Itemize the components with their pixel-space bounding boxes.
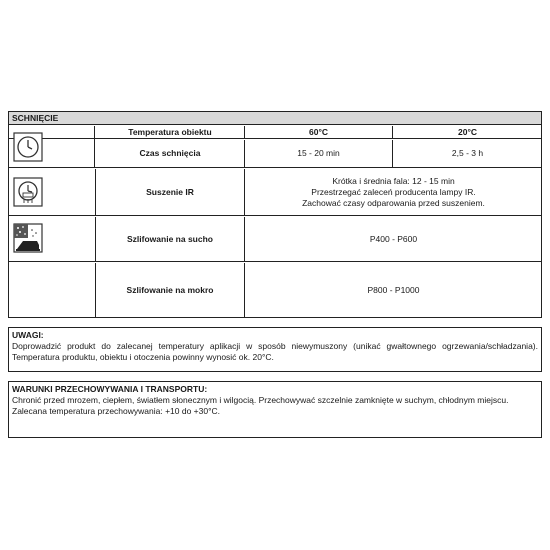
drying-title: SCHNIĘCIE	[9, 112, 541, 125]
temperature-label: Temperatura obiektu	[128, 126, 212, 137]
notes-box	[8, 327, 542, 372]
drying-time-60: 15 - 20 min	[297, 148, 340, 158]
notes-title: UWAGI:	[12, 330, 44, 340]
sanding-icon	[13, 223, 43, 253]
sanding-dry-label: Szlifowanie na sucho	[127, 233, 213, 244]
storage-text-1: Chronić przed mrozem, ciepłem, światłem słonecznym i wilgocią. Przechowywać szczelnie zamknięte w suchym, chłodnym miejscu.	[12, 395, 509, 405]
ir-drying-row	[9, 169, 541, 216]
ir-drying-line-1: Krótka i średnia fala: 12 - 15 min	[332, 175, 455, 186]
notes-text: Doprowadzić produkt do zalecanej temperatury aplikacji w sposób niewymuszony (unikać gwałtownego ogrzewania/schładzania). Temperatura produktu, obiektu i otoczenia powinny wynosić ok. 20°C.	[12, 341, 538, 362]
temperature-60-header: 60°C	[309, 126, 328, 137]
drying-time-20: 2,5 - 3 h	[451, 148, 484, 158]
temperature-20-header: 20°C	[458, 126, 477, 137]
storage-box	[8, 381, 542, 438]
ir-drying-label: Suszenie IR	[146, 186, 194, 197]
ir-lamp-clock-icon	[13, 177, 43, 207]
ir-drying-line-2: Przestrzegać zaleceń producenta lampy IR.	[311, 186, 476, 197]
ir-drying-instructions	[245, 169, 542, 215]
sanding-wet-value: P800 - P1000	[367, 285, 420, 295]
storage-text-2: Zalecana temperatura przechowywania: +10 do +30°C.	[12, 406, 220, 416]
clock-icon	[13, 132, 43, 162]
sanding-wet-label: Szlifowanie na mokro	[126, 285, 214, 295]
drying-table	[8, 111, 542, 318]
ir-drying-line-3: Zachować czasy odparowania przed suszeniem.	[302, 197, 485, 208]
storage-title: WARUNKI PRZECHOWYWANIA I TRANSPORTU:	[12, 384, 208, 394]
sanding-dry-value: P400 - P600	[369, 233, 418, 244]
drying-time-label: Czas schnięcia	[139, 148, 201, 158]
